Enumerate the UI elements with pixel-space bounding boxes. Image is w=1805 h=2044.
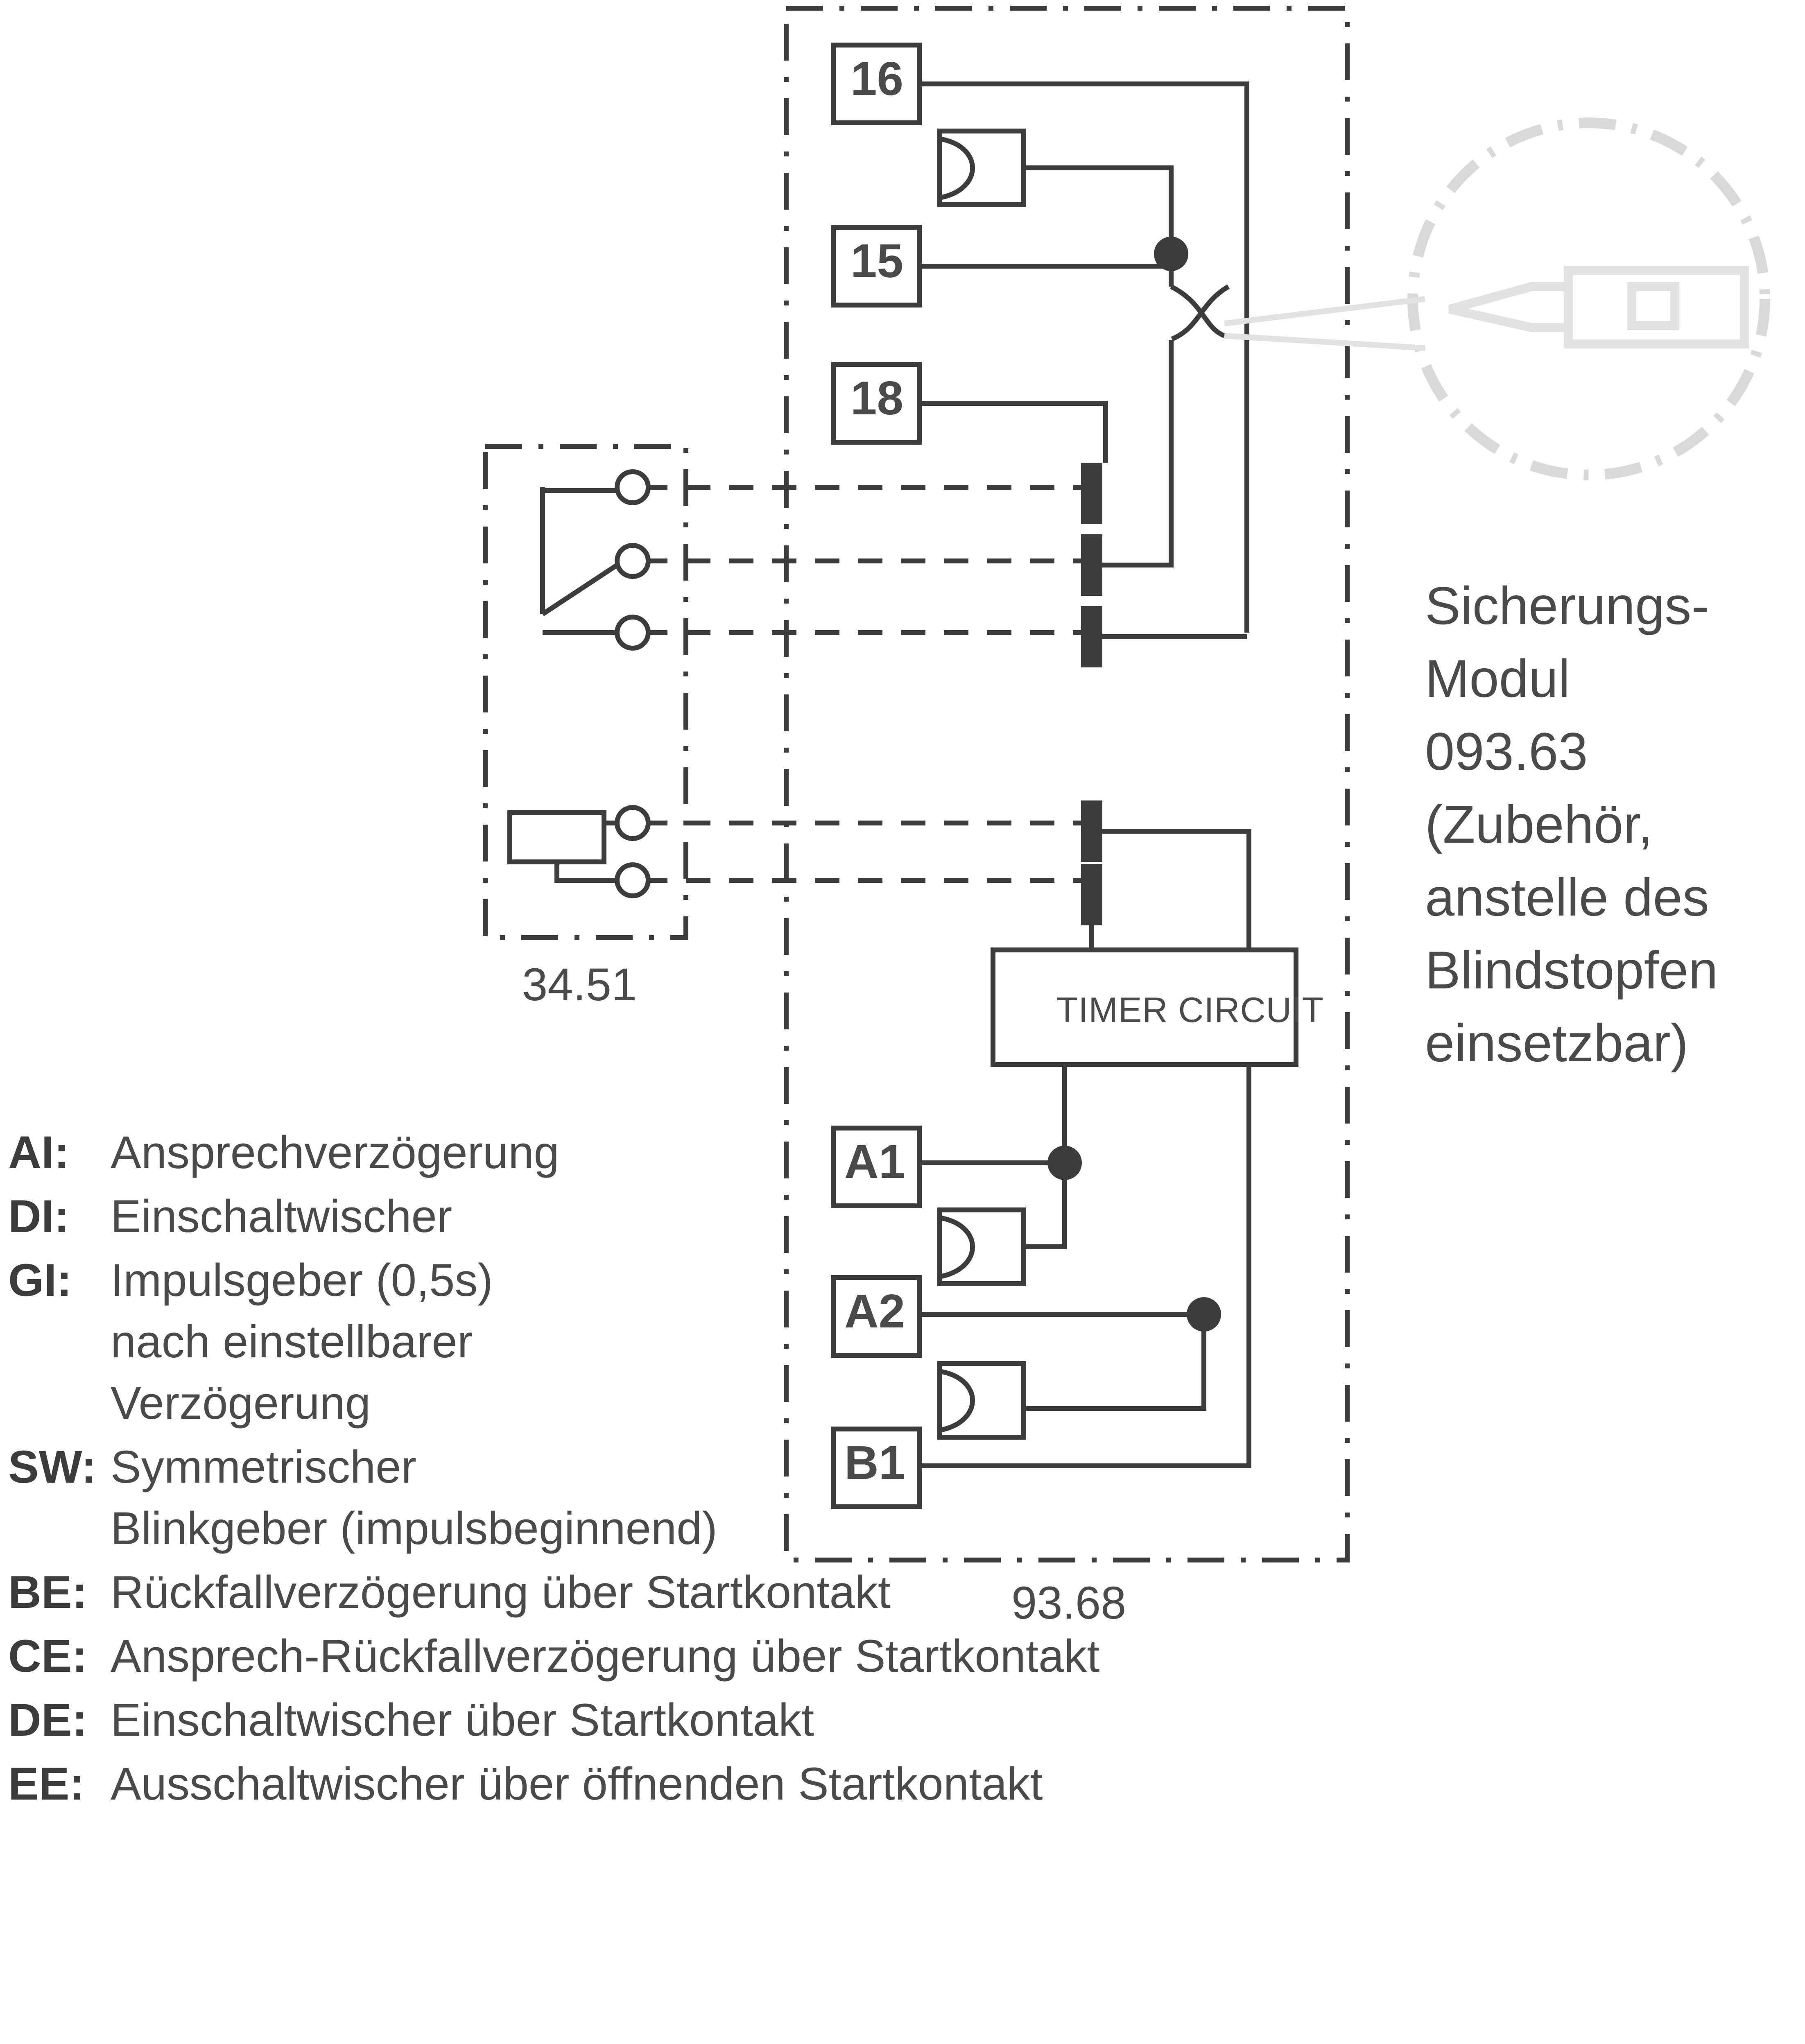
legend-item-gi	[8, 1250, 1531, 1434]
callout-leader-top	[1224, 299, 1425, 323]
legend-value-sw-line-2: Blinkgeber (impulsbeginnend)	[111, 1503, 717, 1554]
legend-item-di	[8, 1186, 1531, 1247]
contact-nc-lead	[543, 487, 617, 493]
legend-item-ai	[8, 1122, 1531, 1183]
socket-terminal-circle-3	[617, 617, 648, 648]
socket-pin-bottom-2	[1081, 864, 1102, 925]
terminal-label-b1: B1	[844, 1436, 905, 1489]
socket-pin-top-3	[1081, 606, 1102, 667]
socket-pin-bottom-1	[1081, 800, 1102, 862]
legend-key-sw: SW:	[8, 1441, 97, 1492]
fuse-module-window	[1632, 287, 1675, 326]
legend-value-sw-line-1: Symmetrischer	[111, 1441, 416, 1492]
legend-value-sw	[111, 1436, 1531, 1559]
legend-value-di	[111, 1186, 1531, 1247]
legend-value-gi-line-3: Verzögerung	[111, 1377, 371, 1429]
legend-item-ee	[8, 1753, 1531, 1815]
callout-line-4: (Zubehör,	[1425, 794, 1653, 854]
legend-item-ce	[8, 1626, 1531, 1687]
callout-line-7: einsetzbar)	[1425, 1013, 1689, 1073]
legend-value-be-line-1: Rückfallverzögerung über Startkontakt	[111, 1567, 891, 1618]
callout-leader-bottom	[1224, 336, 1425, 348]
callout-line-6: Blindstopfen	[1425, 940, 1718, 1000]
fuse-module-blade	[1450, 287, 1568, 328]
socket-terminal-circle-2	[617, 545, 648, 577]
legend-key-gi: GI:	[8, 1255, 72, 1306]
socket-terminal-circle-1	[617, 472, 648, 503]
legend-value-gi-line-2: nach einstellbarer	[111, 1316, 473, 1367]
legend-value-ce-line-1: Ansprech-Rückfallverzögerung über Startkontakt	[111, 1630, 1100, 1682]
terminal-label-15: 15	[850, 234, 904, 287]
legend	[8, 1122, 1531, 1817]
legend-key-ai: AI:	[8, 1127, 70, 1178]
legend-item-be	[8, 1562, 1531, 1623]
wire-pinb1-to-timer	[1102, 831, 1249, 950]
callout-line-5: anstelle des	[1425, 867, 1709, 927]
legend-key-ee: EE:	[8, 1758, 85, 1809]
timer-circuit-label: TIMER CIRCUIT	[1056, 990, 1324, 1030]
contact-blade	[543, 564, 618, 614]
socket-terminal-circle-5	[617, 865, 648, 896]
legend-item-de	[8, 1689, 1531, 1751]
legend-key-be: BE:	[8, 1567, 87, 1618]
legend-value-de	[111, 1689, 1531, 1751]
terminal-label-16: 16	[850, 52, 904, 105]
wire-18-down	[919, 403, 1106, 463]
legend-key-ce: CE:	[8, 1630, 87, 1682]
legend-value-ce	[111, 1626, 1531, 1687]
socket-pin-top-1	[1081, 463, 1102, 524]
callout-line-2: Modul	[1425, 649, 1570, 708]
legend-item-sw	[8, 1436, 1531, 1559]
legend-value-de-line-1: Einschaltwischer über Startkontakt	[111, 1694, 814, 1746]
legend-value-ee	[111, 1753, 1531, 1815]
legend-value-gi	[111, 1250, 1531, 1434]
legend-value-ai-line-1: Ansprechverzögerung	[111, 1127, 559, 1178]
legend-value-gi-line-1: Impulsgeber (0,5s)	[111, 1255, 493, 1306]
terminal-label-a1: A1	[844, 1135, 905, 1188]
junction-dot-15	[1154, 237, 1188, 271]
socket-pin-top-2	[1081, 534, 1102, 596]
legend-value-di-line-1: Einschaltwischer	[111, 1191, 452, 1242]
legend-key-di: DI:	[8, 1191, 70, 1242]
legend-value-ee-line-1: Ausschaltwischer über öffnenden Startkontakt	[111, 1758, 1043, 1809]
terminal-label-a2: A2	[844, 1284, 905, 1338]
callout-caption	[1425, 569, 1794, 1079]
socket-terminal-circle-4	[617, 807, 648, 839]
coil-symbol	[510, 813, 604, 862]
terminal-label-18: 18	[850, 371, 904, 425]
legend-value-be	[111, 1562, 1531, 1623]
callout-line-1: Sicherungs-	[1425, 576, 1709, 635]
legend-value-ai	[111, 1122, 1531, 1183]
wire-pin2-to-contact	[1102, 340, 1171, 565]
coil-lead-bottom	[557, 862, 617, 880]
legend-key-de: DE:	[8, 1694, 87, 1746]
socket-part-number: 34.51	[522, 959, 637, 1010]
callout-line-3: 093.63	[1425, 721, 1588, 781]
module-part-number: 93.68	[1011, 1577, 1126, 1628]
